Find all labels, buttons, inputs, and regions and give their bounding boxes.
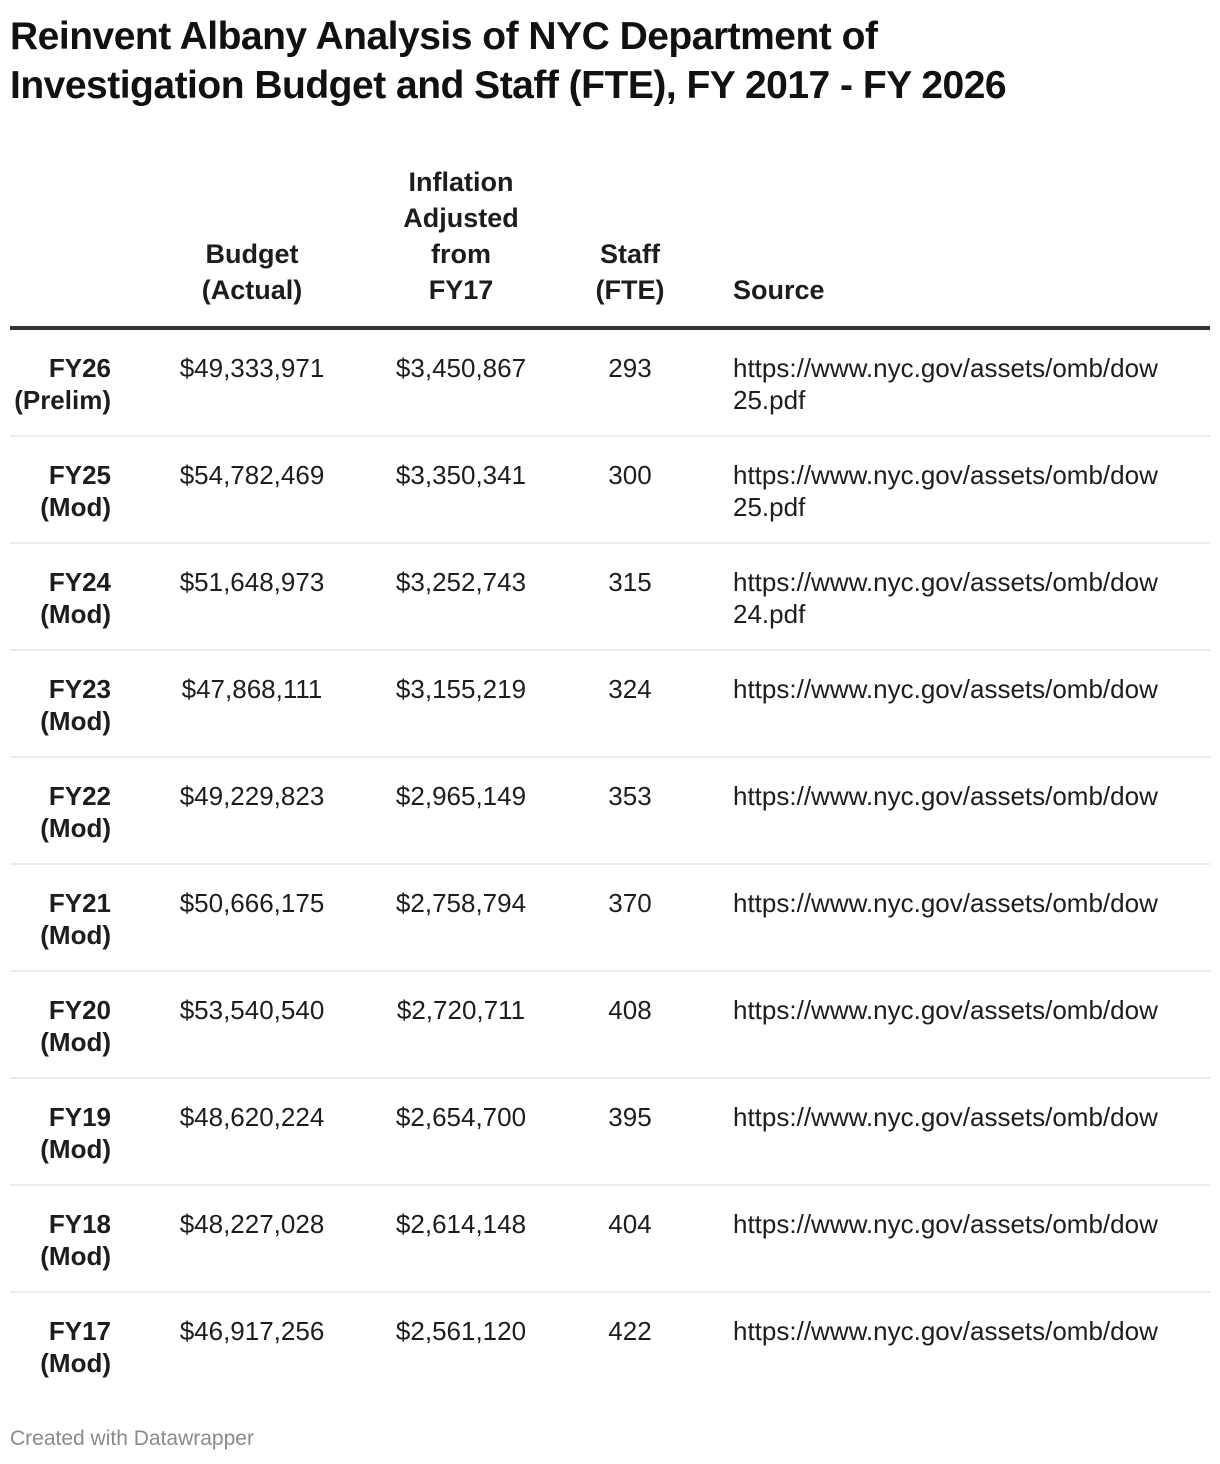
table-row [10,1293,1210,1398]
row-year-label [10,352,111,416]
source-link[interactable] [733,1315,1210,1347]
inflation-adjusted-value: $2,758,794 [395,888,527,918]
table-row [10,865,1210,972]
row-year-label [10,780,111,844]
header-inflation-line: Adjusted [403,203,519,233]
budget-type: (Mod) [40,706,111,736]
source-link[interactable] [733,780,1210,812]
row-year-label [10,994,111,1058]
inflation-adjusted-value: $3,155,219 [395,674,527,704]
header-inflation-adjusted[interactable] [386,164,536,308]
header-budget[interactable] [172,236,332,308]
source-link[interactable] [733,352,1210,416]
table-row [10,330,1210,437]
header-inflation-line: from [431,239,491,269]
source-line-1[interactable]: https://www.nyc.gov/assets/omb/dow [733,674,1158,704]
header-staff-line: Staff [600,239,660,269]
source-line-1[interactable]: https://www.nyc.gov/assets/omb/dow [733,888,1158,918]
budget-type: (Prelim) [14,385,111,415]
budget-value: $51,648,973 [179,567,325,597]
staff-value: 404 [608,1209,652,1239]
year: FY20 [48,995,111,1025]
source-line-2[interactable]: 24.pdf [733,599,806,629]
year: FY24 [48,567,111,597]
budget-value: $50,666,175 [179,888,325,918]
budget-type: (Mod) [40,1241,111,1271]
header-inflation-line: FY17 [428,275,494,305]
table-row [10,544,1210,651]
table-row [10,758,1210,865]
source-line-1[interactable]: https://www.nyc.gov/assets/omb/dow [733,1209,1158,1239]
header-staff[interactable] [575,236,685,308]
budget-type: (Mod) [40,1027,111,1057]
row-year-label [10,1101,111,1165]
source-line-2[interactable]: 25.pdf [733,385,806,415]
year: FY22 [48,781,111,811]
budget-type: (Mod) [40,1348,111,1378]
source-line-1[interactable]: https://www.nyc.gov/assets/omb/dow [733,353,1158,383]
row-year-label [10,673,111,737]
budget-value: $49,333,971 [179,353,325,383]
source-line-1[interactable]: https://www.nyc.gov/assets/omb/dow [733,460,1158,490]
staff-value: 353 [608,781,652,811]
inflation-adjusted-value: $3,252,743 [395,567,527,597]
row-year-label [10,459,111,523]
year: FY25 [48,460,111,490]
inflation-adjusted-value: $3,350,341 [395,460,527,490]
table-row [10,972,1210,1079]
budget-value: $49,229,823 [179,781,325,811]
source-line-2[interactable]: 25.pdf [733,492,806,522]
title-line-2: Investigation Budget and Staff (FTE), FY 2017 - FY 2026 [10,64,1007,107]
header-staff-line: (FTE) [595,275,665,305]
budget-value: $48,620,224 [179,1102,325,1132]
inflation-adjusted-value: $2,561,120 [395,1316,527,1346]
source-link[interactable] [733,1101,1210,1133]
table-body [10,330,1210,1398]
budget-type: (Mod) [40,599,111,629]
source-line-1[interactable]: https://www.nyc.gov/assets/omb/dow [733,781,1158,811]
inflation-adjusted-value: $2,654,700 [395,1102,527,1132]
source-line-1[interactable]: https://www.nyc.gov/assets/omb/dow [733,567,1158,597]
year: FY23 [48,674,111,704]
staff-value: 293 [608,353,652,383]
budget-value: $46,917,256 [179,1316,325,1346]
source-line-1[interactable]: https://www.nyc.gov/assets/omb/dow [733,1316,1158,1346]
budget-value: $47,868,111 [181,674,323,704]
staff-value: 408 [608,995,652,1025]
row-year-label [10,887,111,951]
footer-credit[interactable]: Created with Datawrapper [10,1427,254,1450]
table-row [10,437,1210,544]
staff-value: 300 [608,460,652,490]
year: FY18 [48,1209,111,1239]
header-inflation-line: Inflation [408,167,514,197]
inflation-adjusted-value: $2,614,148 [395,1209,527,1239]
year: FY19 [48,1102,111,1132]
row-year-label [10,1208,111,1272]
budget-type: (Mod) [40,492,111,522]
inflation-adjusted-value: $2,720,711 [396,995,526,1025]
source-link[interactable] [733,1208,1210,1240]
staff-value: 315 [608,567,652,597]
header-budget-line: Budget [205,239,299,269]
source-link[interactable] [733,994,1210,1026]
staff-value: 395 [608,1102,652,1132]
row-year-label [10,566,111,630]
inflation-adjusted-value: $3,450,867 [395,353,527,383]
staff-value: 422 [608,1316,652,1346]
budget-value: $54,782,469 [179,460,325,490]
budget-value: $48,227,028 [179,1209,325,1239]
year: FY26 [48,353,111,383]
source-link[interactable] [733,673,1210,705]
staff-value: 370 [608,888,652,918]
inflation-adjusted-value: $2,965,149 [395,781,527,811]
source-link[interactable] [733,459,1210,523]
row-year-label [10,1315,111,1379]
source-line-1[interactable]: https://www.nyc.gov/assets/omb/dow [733,1102,1158,1132]
title-line-1: Reinvent Albany Analysis of NYC Department of [10,15,878,58]
source-line-1[interactable]: https://www.nyc.gov/assets/omb/dow [733,995,1158,1025]
budget-type: (Mod) [40,1134,111,1164]
budget-type: (Mod) [40,920,111,950]
budget-value: $53,540,540 [179,995,325,1025]
header-budget-line: (Actual) [201,275,303,305]
staff-value: 324 [608,674,652,704]
table-header [10,160,1210,330]
page-title [10,12,1210,110]
source-link[interactable] [733,566,1210,630]
year: FY17 [48,1316,111,1346]
table-row [10,1079,1210,1186]
table-row [10,651,1210,758]
source-link[interactable] [733,887,1210,919]
table-row [10,1186,1210,1293]
year: FY21 [48,888,111,918]
budget-type: (Mod) [40,813,111,843]
header-source[interactable]: Source [733,275,825,305]
data-table [10,160,1210,1398]
